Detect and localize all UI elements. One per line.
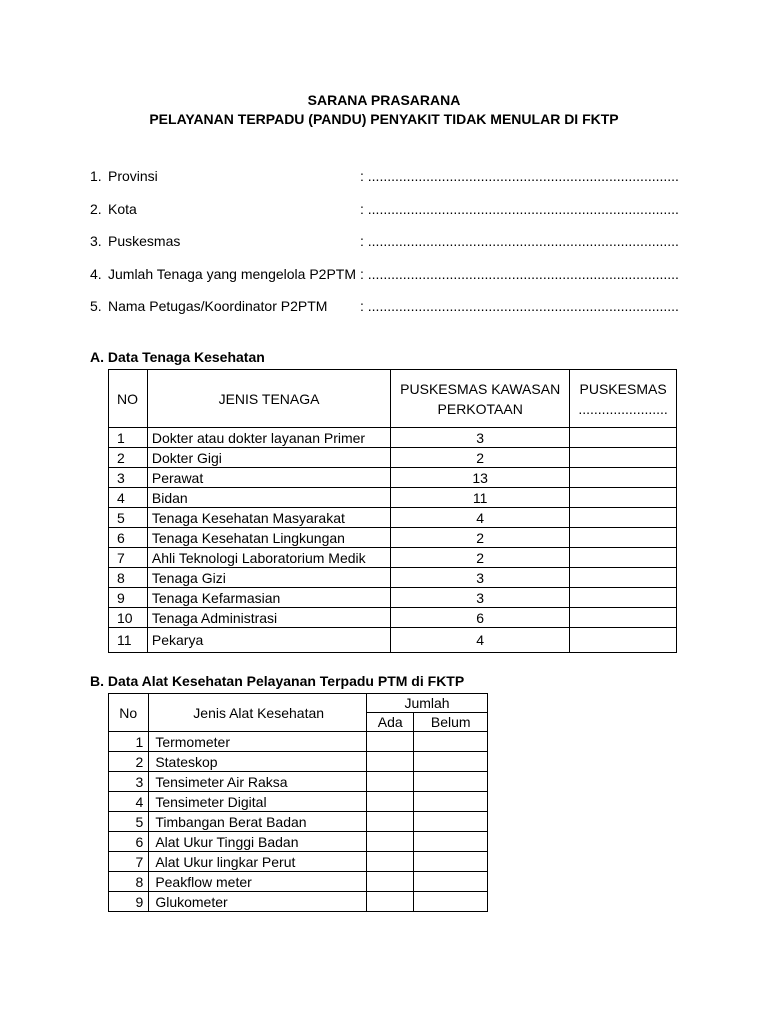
row-empty-cell	[570, 628, 677, 653]
row-value: 2	[391, 548, 570, 568]
section-b-title: B. Data Alat Kesehatan Pelayanan Terpadu PTM di FKTP	[90, 673, 465, 689]
row-value: 11	[391, 488, 570, 508]
row-belum-cell	[414, 892, 488, 912]
header-jenis-tenaga: JENIS TENAGA	[147, 370, 390, 428]
document-subtitle: PELAYANAN TERPADU (PANDU) PENYAKIT TIDAK MENULAR DI FKTP	[149, 111, 619, 127]
row-no: 8	[109, 872, 149, 892]
row-belum-cell	[414, 732, 488, 752]
document-title: SARANA PRASARANA	[307, 92, 461, 108]
field-label: Puskesmas	[108, 233, 181, 249]
row-no: 7	[109, 852, 149, 872]
row-ada-cell	[367, 772, 414, 792]
row-value: 2	[391, 448, 570, 468]
field-number: 5.	[90, 298, 102, 314]
row-no: 1	[109, 428, 148, 448]
field-label: Nama Petugas/Koordinator P2PTM	[108, 298, 328, 314]
field-value: : ................................................................................	[360, 233, 679, 249]
field-puskesmas	[90, 233, 690, 251]
row-ada-cell	[367, 852, 414, 872]
row-no: 6	[109, 832, 149, 852]
row-no: 7	[109, 548, 148, 568]
row-no: 9	[109, 892, 149, 912]
row-jenis: Termometer	[149, 732, 367, 752]
table-row	[109, 428, 677, 448]
table-row	[109, 488, 677, 508]
field-label: Jumlah Tenaga yang mengelola P2PTM	[108, 266, 357, 282]
row-value: 3	[391, 568, 570, 588]
row-jenis: Tenaga Gizi	[147, 568, 390, 588]
header-puskesmas-label: PUSKESMAS	[579, 380, 667, 397]
field-value: : ................................................................................	[360, 266, 679, 282]
table-row	[109, 812, 488, 832]
header-no: NO	[109, 370, 148, 428]
field-label: Kota	[108, 201, 137, 217]
table-row	[109, 568, 677, 588]
row-jenis: Tenaga Kefarmasian	[147, 588, 390, 608]
table-row	[109, 772, 488, 792]
row-empty-cell	[570, 488, 677, 508]
row-belum-cell	[414, 812, 488, 832]
row-value: 6	[391, 608, 570, 628]
row-empty-cell	[570, 568, 677, 588]
table-header-row	[109, 694, 488, 713]
row-belum-cell	[414, 792, 488, 812]
row-ada-cell	[367, 832, 414, 852]
field-value: : ................................................................................	[360, 168, 679, 184]
row-empty-cell	[570, 608, 677, 628]
row-ada-cell	[367, 732, 414, 752]
table-row	[109, 792, 488, 812]
field-value: : ................................................................................	[360, 298, 679, 314]
header-ada: Ada	[367, 713, 414, 732]
row-ada-cell	[367, 812, 414, 832]
field-number: 2.	[90, 201, 102, 217]
row-no: 5	[109, 812, 149, 832]
row-no: 3	[109, 468, 148, 488]
row-empty-cell	[570, 468, 677, 488]
row-jenis: Alat Ukur Tinggi Badan	[149, 832, 367, 852]
table-row	[109, 528, 677, 548]
header-puskesmas-blank: .......................	[578, 400, 668, 417]
row-no: 1	[109, 732, 149, 752]
row-no: 9	[109, 588, 148, 608]
row-no: 6	[109, 528, 148, 548]
row-belum-cell	[414, 772, 488, 792]
tenaga-kesehatan-table	[108, 369, 677, 653]
row-value: 2	[391, 528, 570, 548]
row-no: 4	[109, 792, 149, 812]
row-jenis: Bidan	[147, 488, 390, 508]
row-jenis: Tensimeter Air Raksa	[149, 772, 367, 792]
row-belum-cell	[414, 852, 488, 872]
header-no: No	[109, 694, 149, 732]
row-empty-cell	[570, 508, 677, 528]
row-jenis: Tenaga Administrasi	[147, 608, 390, 628]
row-jenis: Timbangan Berat Badan	[149, 812, 367, 832]
row-no: 11	[109, 628, 148, 653]
table-row	[109, 892, 488, 912]
row-empty-cell	[570, 548, 677, 568]
section-a-title: A. Data Tenaga Kesehatan	[90, 349, 265, 365]
field-jumlah-tenaga	[90, 266, 690, 284]
header-jumlah: Jumlah	[367, 694, 488, 713]
table-row	[109, 628, 677, 653]
row-belum-cell	[414, 832, 488, 852]
row-jenis: Stateskop	[149, 752, 367, 772]
table-row	[109, 752, 488, 772]
row-value: 3	[391, 428, 570, 448]
row-value: 4	[391, 628, 570, 653]
row-no: 2	[109, 752, 149, 772]
row-empty-cell	[570, 588, 677, 608]
row-jenis: Alat Ukur lingkar Perut	[149, 852, 367, 872]
row-jenis: Tensimeter Digital	[149, 792, 367, 812]
field-label: Provinsi	[108, 168, 158, 184]
row-no: 10	[109, 608, 148, 628]
header-jenis-alat: Jenis Alat Kesehatan	[149, 694, 367, 732]
row-jenis: Pekarya	[147, 628, 390, 653]
field-kota	[90, 201, 690, 219]
row-empty-cell	[570, 448, 677, 468]
row-no: 8	[109, 568, 148, 588]
row-no: 4	[109, 488, 148, 508]
row-jenis: Ahli Teknologi Laboratorium Medik	[147, 548, 390, 568]
alat-kesehatan-table	[108, 693, 488, 912]
table-row	[109, 872, 488, 892]
row-jenis: Tenaga Kesehatan Masyarakat	[147, 508, 390, 528]
row-value: 3	[391, 588, 570, 608]
table-header-row	[109, 370, 677, 428]
row-value: 4	[391, 508, 570, 528]
table-row	[109, 832, 488, 852]
header-puskesmas-other	[570, 370, 677, 428]
table-row	[109, 448, 677, 468]
row-jenis: Dokter atau dokter layanan Primer	[147, 428, 390, 448]
header-belum: Belum	[414, 713, 488, 732]
row-belum-cell	[414, 752, 488, 772]
table-row	[109, 732, 488, 752]
field-nama-petugas	[90, 298, 690, 316]
row-belum-cell	[414, 872, 488, 892]
table-row	[109, 548, 677, 568]
row-ada-cell	[367, 792, 414, 812]
row-ada-cell	[367, 892, 414, 912]
table-row	[109, 852, 488, 872]
row-jenis: Peakflow meter	[149, 872, 367, 892]
field-number: 1.	[90, 168, 102, 184]
row-jenis: Perawat	[147, 468, 390, 488]
row-ada-cell	[367, 872, 414, 892]
row-empty-cell	[570, 528, 677, 548]
field-value: : ................................................................................	[360, 201, 679, 217]
row-no: 5	[109, 508, 148, 528]
row-no: 3	[109, 772, 149, 792]
table-row	[109, 508, 677, 528]
row-jenis: Glukometer	[149, 892, 367, 912]
field-number: 4.	[90, 266, 102, 282]
field-provinsi	[90, 168, 690, 186]
row-empty-cell	[570, 428, 677, 448]
field-number: 3.	[90, 233, 102, 249]
row-jenis: Tenaga Kesehatan Lingkungan	[147, 528, 390, 548]
table-row	[109, 588, 677, 608]
row-no: 2	[109, 448, 148, 468]
row-jenis: Dokter Gigi	[147, 448, 390, 468]
table-row	[109, 608, 677, 628]
row-ada-cell	[367, 752, 414, 772]
table-row	[109, 468, 677, 488]
row-value: 13	[391, 468, 570, 488]
header-puskesmas-perkotaan: PUSKESMAS KAWASAN PERKOTAAN	[391, 370, 570, 428]
